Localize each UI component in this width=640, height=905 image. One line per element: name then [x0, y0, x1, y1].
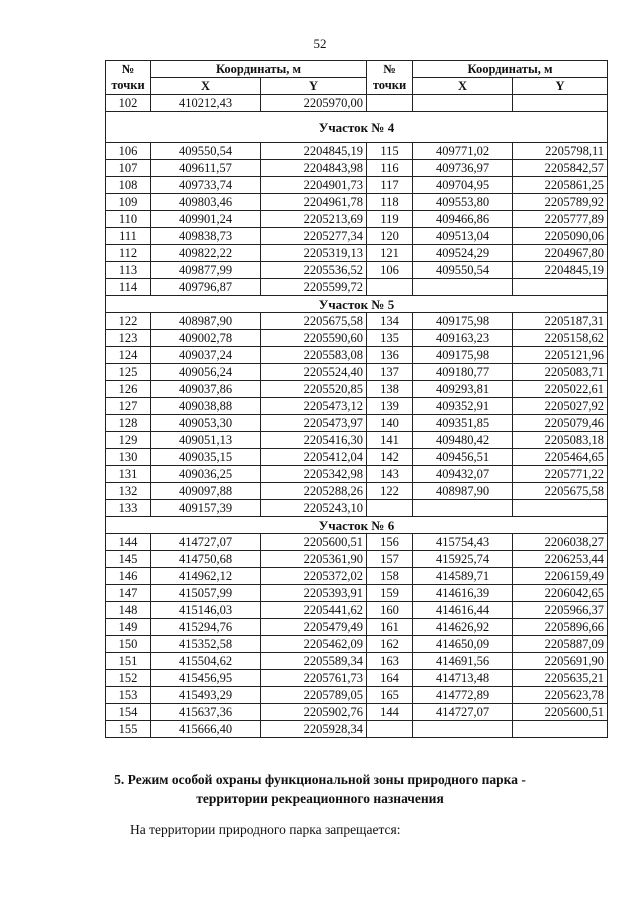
cell-x: 409175,98 — [413, 347, 513, 364]
cell-point-number: 160 — [367, 602, 413, 619]
cell-x: 409524,29 — [413, 245, 513, 262]
table-row — [106, 670, 608, 687]
cell-y: 2205789,05 — [261, 687, 367, 704]
cell-point-number: 110 — [106, 211, 151, 228]
cell-x: 414616,39 — [413, 585, 513, 602]
cell-y: 2205479,49 — [261, 619, 367, 636]
cell-y: 2206159,49 — [513, 568, 608, 585]
page-number: 52 — [313, 36, 327, 51]
cell-point-number: 123 — [106, 330, 151, 347]
cell-y: 2205473,97 — [261, 415, 367, 432]
cell-point-number: 136 — [367, 347, 413, 364]
cell-y: 2205966,37 — [513, 602, 608, 619]
cell-x: 414691,56 — [413, 653, 513, 670]
cell-x: 409771,02 — [413, 143, 513, 160]
cell-x: 409002,78 — [151, 330, 261, 347]
cell-x: 408987,90 — [151, 313, 261, 330]
cell-x: 409157,39 — [151, 500, 261, 517]
header-x-right: X — [413, 78, 513, 95]
table-row — [106, 211, 608, 228]
cell-y: 2206038,27 — [513, 534, 608, 551]
cell-point-number: 157 — [367, 551, 413, 568]
table-row — [106, 415, 608, 432]
cell-x: 409038,88 — [151, 398, 261, 415]
cell-x: 415146,03 — [151, 602, 261, 619]
cell-empty — [513, 279, 608, 296]
cell-point-number: 163 — [367, 653, 413, 670]
cell-y: 2205416,30 — [261, 432, 367, 449]
cell-point-number: 122 — [106, 313, 151, 330]
cell-x: 415294,76 — [151, 619, 261, 636]
table-row — [106, 602, 608, 619]
cell-y: 2205777,89 — [513, 211, 608, 228]
table-row — [106, 432, 608, 449]
section-heading-line-1: 5. Режим особой охраны функциональной зоны природного парка - — [114, 772, 526, 787]
cell-y: 2205623,78 — [513, 687, 608, 704]
header-num-bottom: точки — [106, 78, 151, 95]
cell-point-number: 106 — [367, 262, 413, 279]
cell-point-number: 135 — [367, 330, 413, 347]
body-paragraph: На территории природного парка запрещается: — [130, 822, 401, 837]
cell-point-number: 144 — [106, 534, 151, 551]
cell-x: 409037,86 — [151, 381, 261, 398]
cell-x: 409180,77 — [413, 364, 513, 381]
cell-x: 409352,91 — [413, 398, 513, 415]
cell-point-number: 142 — [367, 449, 413, 466]
cell-x: 414616,44 — [413, 602, 513, 619]
cell-y: 2204961,78 — [261, 194, 367, 211]
cell-x: 415352,58 — [151, 636, 261, 653]
cell-point-number: 140 — [367, 415, 413, 432]
cell-point-number: 151 — [106, 653, 151, 670]
cell-y: 2205213,69 — [261, 211, 367, 228]
cell-y: 2205524,40 — [261, 364, 367, 381]
table-row — [106, 330, 608, 347]
cell-x: 409097,88 — [151, 483, 261, 500]
section-title: Участок № 6 — [106, 517, 608, 534]
cell-point-number: 132 — [106, 483, 151, 500]
cell-empty — [413, 95, 513, 112]
cell-x: 409704,95 — [413, 177, 513, 194]
cell-y: 2205342,98 — [261, 466, 367, 483]
cell-point-number: 112 — [106, 245, 151, 262]
cell-x: 414772,89 — [413, 687, 513, 704]
cell-y: 2205464,65 — [513, 449, 608, 466]
section-title-row — [106, 517, 608, 534]
cell-point-number: 165 — [367, 687, 413, 704]
table-row — [106, 194, 608, 211]
cell-point-number: 116 — [367, 160, 413, 177]
cell-empty — [367, 95, 413, 112]
cell-empty — [413, 721, 513, 738]
cell-x: 415057,99 — [151, 585, 261, 602]
cell-y: 2205635,21 — [513, 670, 608, 687]
coordinates-table — [105, 60, 608, 738]
cell-y: 2205441,62 — [261, 602, 367, 619]
cell-empty — [413, 500, 513, 517]
cell-y: 2205536,52 — [261, 262, 367, 279]
cell-empty — [367, 500, 413, 517]
table-row — [106, 228, 608, 245]
cell-point-number: 154 — [106, 704, 151, 721]
table-row — [106, 160, 608, 177]
cell-x: 409456,51 — [413, 449, 513, 466]
cell-x: 409796,87 — [151, 279, 261, 296]
cell-point-number: 134 — [367, 313, 413, 330]
cell-point-number: 126 — [106, 381, 151, 398]
cell-empty — [513, 500, 608, 517]
cell-x: 409822,22 — [151, 245, 261, 262]
cell-x: 414589,71 — [413, 568, 513, 585]
cell-x: 409838,73 — [151, 228, 261, 245]
table-header-row — [106, 61, 608, 78]
cell-y: 2205590,60 — [261, 330, 367, 347]
cell-y: 2205361,90 — [261, 551, 367, 568]
cell-x: 409480,42 — [413, 432, 513, 449]
cell-y: 2205861,25 — [513, 177, 608, 194]
cell-point-number: 152 — [106, 670, 151, 687]
cell-empty — [413, 279, 513, 296]
cell-point-number: 147 — [106, 585, 151, 602]
cell-x: 409733,74 — [151, 177, 261, 194]
table-row — [106, 534, 608, 551]
table-row — [106, 313, 608, 330]
cell-y: 2206042,65 — [513, 585, 608, 602]
cell-y: 2205798,11 — [513, 143, 608, 160]
cell-y: 2205393,91 — [261, 585, 367, 602]
cell-y: 2205789,92 — [513, 194, 608, 211]
cell-y: 2205079,46 — [513, 415, 608, 432]
cell-point-number: 139 — [367, 398, 413, 415]
table-row — [106, 636, 608, 653]
cell-y: 2204843,98 — [261, 160, 367, 177]
header-num-top-right: № — [367, 61, 413, 78]
cell-point-number: 114 — [106, 279, 151, 296]
cell-x: 409351,85 — [413, 415, 513, 432]
cell-point-number: 119 — [367, 211, 413, 228]
section-title-row — [106, 112, 608, 143]
cell-y: 2205462,09 — [261, 636, 367, 653]
cell-point-number: 155 — [106, 721, 151, 738]
cell-x: 415754,43 — [413, 534, 513, 551]
cell-x: 414626,92 — [413, 619, 513, 636]
cell-x: 415666,40 — [151, 721, 261, 738]
cell-point-number: 131 — [106, 466, 151, 483]
header-coords-right: Координаты, м — [413, 61, 608, 78]
header-y-left: Y — [261, 78, 367, 95]
cell-point-number: 128 — [106, 415, 151, 432]
table-row — [106, 551, 608, 568]
cell-point-number: 124 — [106, 347, 151, 364]
table-row — [106, 619, 608, 636]
header-num-bottom-right: точки — [367, 78, 413, 95]
header-y-right: Y — [513, 78, 608, 95]
cell-x: 414750,68 — [151, 551, 261, 568]
section-heading-line-2: территории рекреационного назначения — [196, 791, 444, 806]
table-row — [106, 449, 608, 466]
cell-x: 409035,15 — [151, 449, 261, 466]
cell-x: 414727,07 — [413, 704, 513, 721]
cell-x: 409877,99 — [151, 262, 261, 279]
cell-x: 414713,48 — [413, 670, 513, 687]
section-heading — [60, 770, 580, 808]
header-coords-left: Координаты, м — [151, 61, 367, 78]
cell-point-number: 107 — [106, 160, 151, 177]
cell-point-number: 129 — [106, 432, 151, 449]
cell-point-number: 125 — [106, 364, 151, 381]
cell-point-number: 158 — [367, 568, 413, 585]
cell-x: 415493,29 — [151, 687, 261, 704]
cell-point-number: 127 — [106, 398, 151, 415]
cell-x: 415637,36 — [151, 704, 261, 721]
table-row — [106, 585, 608, 602]
cell-x: 409901,24 — [151, 211, 261, 228]
cell-point-number: 148 — [106, 602, 151, 619]
table-row — [106, 721, 608, 738]
cell-x: 409736,97 — [413, 160, 513, 177]
cell-y: 2205121,96 — [513, 347, 608, 364]
cell-x: 414727,07 — [151, 534, 261, 551]
table-row — [106, 653, 608, 670]
cell-y: 2205083,71 — [513, 364, 608, 381]
cell-x: 415504,62 — [151, 653, 261, 670]
cell-x: 409037,24 — [151, 347, 261, 364]
cell-x: 409175,98 — [413, 313, 513, 330]
cell-x: 409513,04 — [413, 228, 513, 245]
cell-point-number: 141 — [367, 432, 413, 449]
cell-y: 2204845,19 — [513, 262, 608, 279]
cell-x: 409466,86 — [413, 211, 513, 228]
cell-y: 2206253,44 — [513, 551, 608, 568]
cell-x: 410212,43 — [151, 95, 261, 112]
cell-y: 2205090,06 — [513, 228, 608, 245]
cell-y: 2205675,58 — [513, 483, 608, 500]
table-row — [106, 143, 608, 160]
table-body — [106, 95, 608, 738]
table-row — [106, 466, 608, 483]
cell-x: 409053,30 — [151, 415, 261, 432]
cell-x: 409036,25 — [151, 466, 261, 483]
cell-point-number: 133 — [106, 500, 151, 517]
cell-y: 2205896,66 — [513, 619, 608, 636]
cell-x: 414650,09 — [413, 636, 513, 653]
cell-x: 409432,07 — [413, 466, 513, 483]
table-row — [106, 347, 608, 364]
cell-point-number: 146 — [106, 568, 151, 585]
cell-point-number: 109 — [106, 194, 151, 211]
cell-point-number: 121 — [367, 245, 413, 262]
cell-y: 2205691,90 — [513, 653, 608, 670]
table-row — [106, 262, 608, 279]
cell-point-number: 130 — [106, 449, 151, 466]
cell-x: 414962,12 — [151, 568, 261, 585]
cell-y: 2205771,22 — [513, 466, 608, 483]
cell-x: 409056,24 — [151, 364, 261, 381]
section-title-row — [106, 296, 608, 313]
cell-point-number: 156 — [367, 534, 413, 551]
cell-point-number: 159 — [367, 585, 413, 602]
cell-y: 2205902,76 — [261, 704, 367, 721]
cell-y: 2205761,73 — [261, 670, 367, 687]
cell-y: 2205600,51 — [513, 704, 608, 721]
cell-point-number: 122 — [367, 483, 413, 500]
cell-point-number: 117 — [367, 177, 413, 194]
cell-y: 2205887,09 — [513, 636, 608, 653]
cell-point-number: 162 — [367, 636, 413, 653]
cell-y: 2205589,34 — [261, 653, 367, 670]
cell-x: 409550,54 — [151, 143, 261, 160]
cell-y: 2205473,12 — [261, 398, 367, 415]
cell-point-number: 102 — [106, 95, 151, 112]
cell-point-number: 118 — [367, 194, 413, 211]
cell-empty — [367, 721, 413, 738]
table-row — [106, 398, 608, 415]
cell-y: 2204845,19 — [261, 143, 367, 160]
cell-y: 2205928,34 — [261, 721, 367, 738]
cell-y: 2205583,08 — [261, 347, 367, 364]
table-row — [106, 177, 608, 194]
cell-empty — [513, 721, 608, 738]
table-row — [106, 687, 608, 704]
cell-y: 2205158,62 — [513, 330, 608, 347]
cell-y: 2205319,13 — [261, 245, 367, 262]
table-row — [106, 245, 608, 262]
cell-point-number: 145 — [106, 551, 151, 568]
cell-x: 409051,13 — [151, 432, 261, 449]
cell-y: 2205412,04 — [261, 449, 367, 466]
cell-y: 2205599,72 — [261, 279, 367, 296]
cell-x: 409163,23 — [413, 330, 513, 347]
cell-y: 2205520,85 — [261, 381, 367, 398]
cell-point-number: 113 — [106, 262, 151, 279]
table-row — [106, 500, 608, 517]
cell-y: 2205675,58 — [261, 313, 367, 330]
cell-y: 2205288,26 — [261, 483, 367, 500]
cell-point-number: 137 — [367, 364, 413, 381]
cell-point-number: 106 — [106, 143, 151, 160]
table-row — [106, 381, 608, 398]
cell-point-number: 153 — [106, 687, 151, 704]
cell-y: 2205027,92 — [513, 398, 608, 415]
cell-y: 2205970,00 — [261, 95, 367, 112]
cell-y: 2205187,31 — [513, 313, 608, 330]
cell-y: 2205372,02 — [261, 568, 367, 585]
cell-x: 409293,81 — [413, 381, 513, 398]
cell-y: 2205277,34 — [261, 228, 367, 245]
table-row — [106, 364, 608, 381]
cell-y: 2204901,73 — [261, 177, 367, 194]
cell-x: 409803,46 — [151, 194, 261, 211]
header-x-left: X — [151, 78, 261, 95]
cell-y: 2205243,10 — [261, 500, 367, 517]
table-row — [106, 483, 608, 500]
cell-x: 409553,80 — [413, 194, 513, 211]
cell-empty — [513, 95, 608, 112]
cell-point-number: 144 — [367, 704, 413, 721]
cell-y: 2204967,80 — [513, 245, 608, 262]
table-row — [106, 95, 608, 112]
cell-point-number: 111 — [106, 228, 151, 245]
cell-x: 409550,54 — [413, 262, 513, 279]
cell-x: 415925,74 — [413, 551, 513, 568]
cell-point-number: 143 — [367, 466, 413, 483]
cell-point-number: 115 — [367, 143, 413, 160]
cell-y: 2205083,18 — [513, 432, 608, 449]
table-header-row-2 — [106, 78, 608, 95]
cell-x: 415456,95 — [151, 670, 261, 687]
section-title: Участок № 5 — [106, 296, 608, 313]
cell-x: 408987,90 — [413, 483, 513, 500]
cell-point-number: 164 — [367, 670, 413, 687]
cell-point-number: 150 — [106, 636, 151, 653]
section-title: Участок № 4 — [106, 112, 608, 143]
cell-point-number: 138 — [367, 381, 413, 398]
cell-empty — [367, 279, 413, 296]
table-row — [106, 704, 608, 721]
cell-point-number: 108 — [106, 177, 151, 194]
header-num-top: № — [106, 61, 151, 78]
cell-point-number: 161 — [367, 619, 413, 636]
cell-y: 2205022,61 — [513, 381, 608, 398]
cell-point-number: 120 — [367, 228, 413, 245]
table-row — [106, 279, 608, 296]
cell-point-number: 149 — [106, 619, 151, 636]
cell-x: 409611,57 — [151, 160, 261, 177]
table-row — [106, 568, 608, 585]
cell-y: 2205842,57 — [513, 160, 608, 177]
cell-y: 2205600,51 — [261, 534, 367, 551]
